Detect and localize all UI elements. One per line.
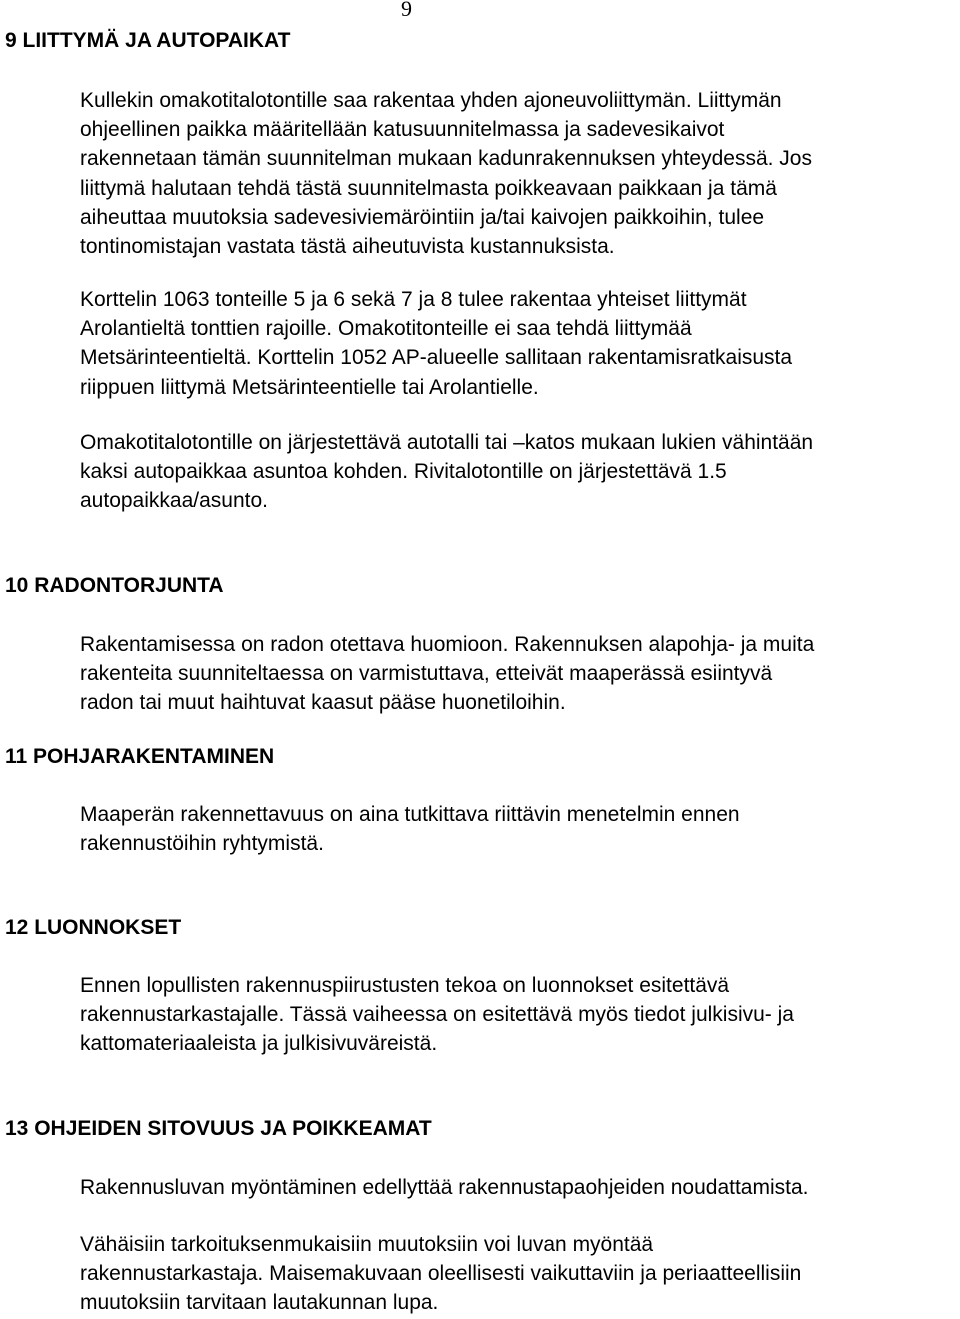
text-line: muutoksiin tarvitaan lautakunnan lupa.	[80, 1291, 439, 1315]
text-line: autopaikkaa/asunto.	[80, 489, 268, 513]
text-line: Kullekin omakotitalotontille saa rakentaa yhden ajoneuvoliittymän. Liittymän	[80, 89, 782, 112]
text-line: kattomateriaaleista ja julkisivuväreistä.	[80, 1032, 438, 1056]
text-line: Metsärinteentieltä. Korttelin 1052 AP-alueelle sallitaan rakentamisratkaisusta	[80, 346, 793, 370]
text-line: Korttelin 1063 tonteille 5 ja 6 sekä 7 ja 8 tulee rakentaa yhteiset liittymät	[80, 288, 747, 311]
section-heading-pohjarakentaminen: 11 POHJARAKENTAMINEN	[5, 745, 275, 768]
paragraph-korttelin-liittymat	[80, 285, 960, 402]
text-line: Maaperän rakennettavuus on aina tutkittava riittävin menetelmin ennen	[80, 803, 740, 826]
section-heading-radontorjunta: 10 RADONTORJUNTA	[5, 574, 224, 597]
text-line: tontinomistajan vastata tästä aiheutuvista kustannuksista.	[80, 235, 615, 259]
text-line: Omakotitalotontille on järjestettävä autotalli tai –katos mukaan lukien vähintään	[80, 431, 814, 454]
section-heading-liittyma-ja-autopaikat: 9 LIITTYMÄ JA AUTOPAIKAT	[5, 29, 291, 52]
text-line: rakennustöihin ryhtymistä.	[80, 832, 324, 856]
text-line: rakennetaan tämän suunnitelman mukaan kadunrakennuksen yhteydessä. Jos	[80, 147, 812, 171]
text-line: ohjeellinen paikka määritellään katusuunnitelmassa ja sadevesikaivot	[80, 118, 725, 142]
paragraph-poikkeamat	[80, 1230, 960, 1318]
text-line: radon tai muut haihtuvat kaasut pääse huonetiloihin.	[80, 691, 566, 715]
text-line: kaksi autopaikkaa asuntoa kohden. Rivitalotontille on järjestettävä 1.5	[80, 460, 727, 484]
text-line: Rakennusluvan myöntäminen edellyttää rakennustapaohjeiden noudattamista.	[80, 1176, 809, 1199]
text-line: Arolantieltä tonttien rajoille. Omakotitonteille ei saa tehdä liittymää	[80, 317, 692, 341]
text-line: Ennen lopullisten rakennuspiirustusten tekoa on luonnokset esitettävä	[80, 974, 730, 997]
paragraph-rakennuslupa	[80, 1173, 960, 1202]
section-heading-luonnokset: 12 LUONNOKSET	[5, 916, 182, 939]
paragraph-pohjarakentaminen	[80, 800, 960, 858]
text-line: aiheuttaa muutoksia sadevesiviemäröintiin ja/tai kaivojen paikkoihin, tulee	[80, 205, 765, 229]
text-line: rakennustarkastajalle. Tässä vaiheessa on esitettävä myös tiedot julkisivu- ja	[80, 1003, 794, 1027]
text-line: rakennustarkastaja. Maisemakuvaan oleellisesti vaikuttaviin ja periaatteellisiin	[80, 1262, 802, 1286]
text-line: liittymä halutaan tehdä tästä suunnitelmasta poikkeavaan paikkaan ja tämä	[80, 176, 777, 200]
page-number: 9	[401, 0, 412, 21]
text-line: Rakentamisessa on radon otettava huomioon. Rakennuksen alapohja- ja muita	[80, 633, 815, 656]
text-line: Vähäisiin tarkoituksenmukaisiin muutoksiin voi luvan myöntää	[80, 1233, 654, 1256]
text-line: riippuen liittymä Metsärinteentielle tai Arolantielle.	[80, 375, 539, 399]
text-line: rakenteita suunniteltaessa on varmistuttava, etteivät maaperässä esiintyvä	[80, 662, 773, 686]
paragraph-liittyma	[80, 86, 960, 261]
paragraph-autopaikat	[80, 428, 960, 516]
paragraph-radon	[80, 630, 960, 718]
section-heading-ohjeiden-sitovuus: 13 OHJEIDEN SITOVUUS JA POIKKEAMAT	[5, 1117, 432, 1140]
paragraph-luonnokset	[80, 971, 960, 1059]
